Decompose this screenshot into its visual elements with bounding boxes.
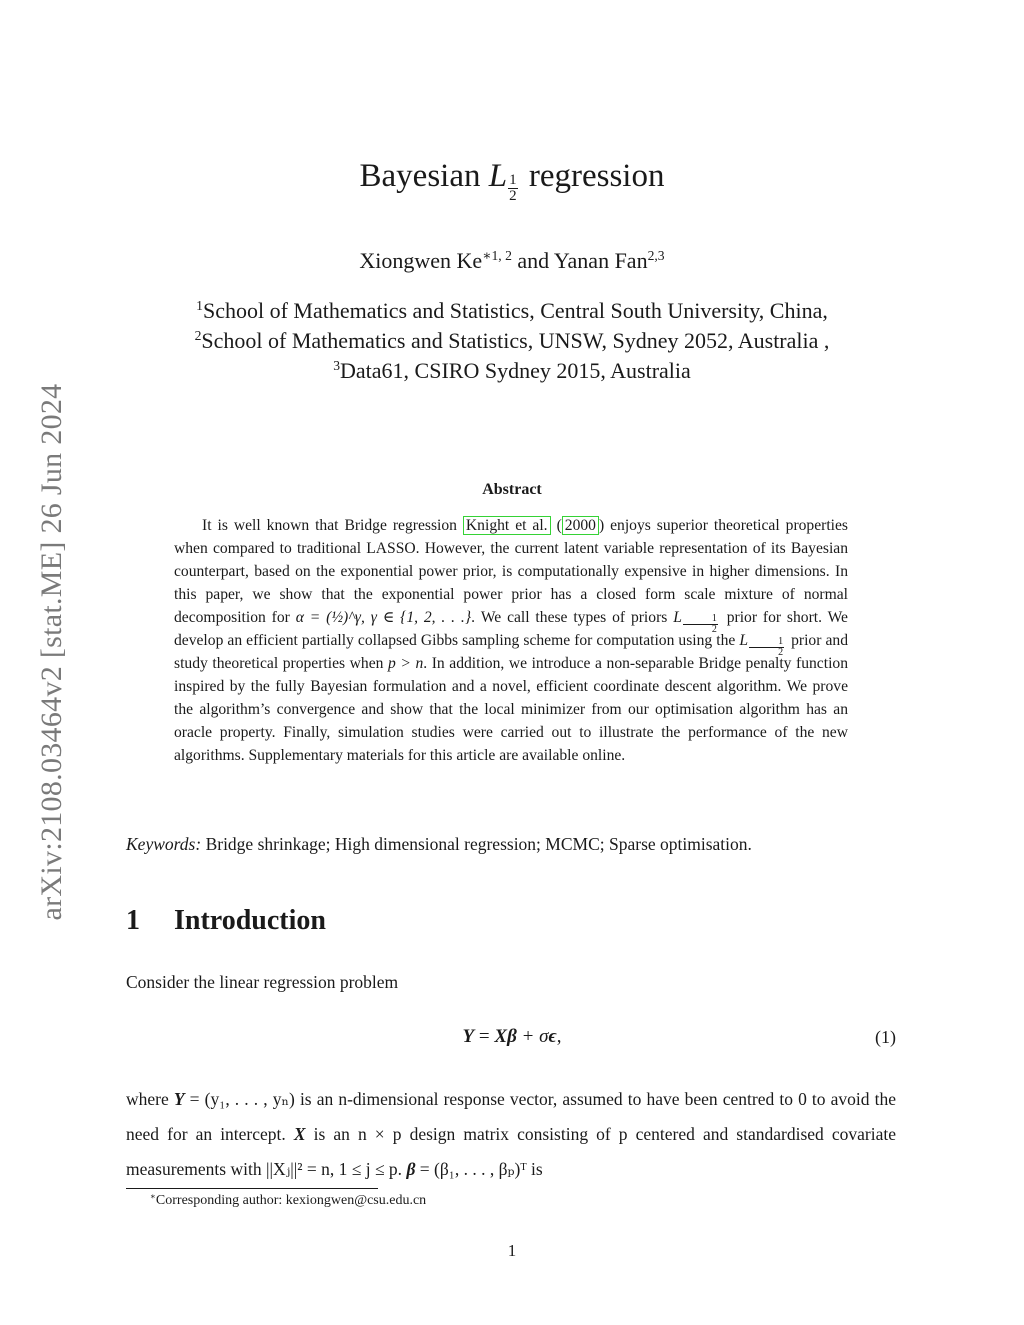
equation-number: (1) [875,1027,896,1047]
footnote [150,1190,427,1209]
eq-epsilon: ϵ [548,1026,557,1047]
prior-symbol: L [739,632,749,649]
section-number: 1 [126,905,140,936]
eq-lhs: Y [462,1026,475,1047]
para-text: is an n × p design matrix consisting of p centered and standardised covariate measurements with ||Xⱼ||² = n, 1 ≤ j ≤ p. [126,1124,896,1179]
frac-num: 1 [749,637,784,648]
title-fraction [508,173,518,204]
para-text: = (y₁, . . . , yₙ) is an n-dimensional response vector, assumed to have been centred to 0 to avoid the need for an intercept. [126,1089,896,1144]
para-text: where [126,1089,174,1109]
footnote-text: Corresponding author: kexiongwen@csu.edu.cn [155,1193,427,1208]
abstract-text: . We call these types of priors [471,609,674,626]
footnote-mark: ∗ [150,1190,156,1201]
frac-den: 2 [778,646,784,658]
footnote-rule [126,1188,378,1189]
keywords-label: Keywords: [126,834,202,854]
affiliation-text: Data61, CSIRO Sydney 2015, Australia [340,358,691,383]
abstract-text: prior and study theoretical properties when [174,632,848,672]
prior-fraction [749,637,784,658]
title-prefix: Bayesian [359,158,481,194]
paper-title [0,158,1024,204]
author-2-marks: 2,3 [647,247,665,263]
alpha-expression: α = (½)^γ, γ ∈ {1, 2, . . .} [295,609,472,626]
eq-tail: , [556,1026,562,1047]
keywords [126,834,752,855]
abstract-text: It is well known that Bridge regression [202,517,463,534]
para-Y: Y [173,1089,185,1109]
title-frac-num: 1 [509,171,517,188]
citation-link-year[interactable]: 2000 [562,516,599,535]
title-symbol: L [488,158,508,194]
p-gt-n: p > n [388,655,424,672]
para-text: = (β₁, . . . , βₚ)ᵀ is [415,1159,543,1179]
author-1: Xiongwen Ke [359,248,483,273]
para-X: X [293,1124,306,1144]
eq-beta: β [507,1026,517,1047]
affiliation-mark: 2 [194,327,202,343]
affiliation-mark: 1 [196,297,203,313]
para-beta: β [406,1159,416,1179]
prior-symbol: L [673,609,682,626]
eq-sigma: + σ [516,1026,549,1047]
abstract-heading: Abstract [482,481,542,498]
citation-link-knight[interactable]: Knight et al. [463,516,551,535]
affiliation-mark: 3 [333,357,341,373]
title-frac-den: 2 [509,187,517,204]
abstract-text: enjoys superior theoretical properties when compared to traditional LASSO. However, the current latent variable representation of its Bayesian counterpart, based on the exponential power prior, is computationally expensive in higher dimensions. In this paper, we show that the exponential power prior has a closed form scale mixture of normal decomposition for [174,517,848,626]
intro-paragraph [126,1082,896,1187]
page-number: 1 [507,1241,517,1260]
abstract-body: It is well known that Bridge regression Knight et al. ( 2000 ) enjoys superior theoretical properties when compared to traditional LASSO. However, the current latent variable representation of its Bayesian counterpart, based on the exponential power prior, is computationally expensive in higher dimensions. In this paper, we show that the exponential power prior has a closed form scale mixture of normal decomposition for α = (½)^γ, γ ∈ {1, 2, . . .}. We call these types of priors L $\frac{1}{2}$ prior for short. We develop an efficient partially collapsed Gibbs sampling scheme for computation using the L $\frac{1}{2}$ prior and study theoretical properties when p > n. In addition, we introduce a non-separable Bridge penalty function inspired by the fully Bayesian formulation and a novel, efficient coordinate descent algorithm. We prove the algorithm’s convergence and show that the local minimizer from our optimisation algorithm has an oracle property. Finally, simulation studies were carried out to illustrate the performance of the new algorithms. Supplementary materials for this article are available online. [174,517,848,764]
title-suffix: regression [528,158,665,194]
affiliation-3 [0,358,1024,384]
abstract-text: . In addition, we introduce a non-separable Bridge penalty function inspired by the fully Bayesian formulation and a novel, efficient coordinate descent algorithm. We prove the algorithm’s convergence and show that the local minimizer from our optimisation algorithm has an oracle property. Finally, simulation studies were carried out to illustrate the performance of the new algorithms. Supplementary materials for this article are available online. [174,655,848,764]
section-title: Introduction [174,905,326,936]
affiliation-1 [0,298,1024,324]
affiliation-text: School of Mathematics and Statistics, Central South University, China, [202,298,828,323]
author-1-marks: ∗1, 2 [482,247,512,263]
section-heading [126,905,326,937]
frac-den: 2 [711,623,717,635]
prior-fraction [683,614,718,635]
authors [0,248,1024,274]
abstract-text: prior for short. We develop an efficient partially collapsed Gibbs sampling scheme for computation using the [174,609,848,649]
arxiv-identifier-stamp: arXiv:2108.03464v2 [stat.ME] 26 Jun 2024 [35,383,68,921]
author-2: and Yanan Fan [517,248,648,273]
affiliation-2 [0,328,1024,354]
equation-1: Y = Xβ + σϵ, [462,1026,562,1047]
frac-num: 1 [683,614,718,625]
affiliation-text: School of Mathematics and Statistics, UNSW, Sydney 2052, Australia , [201,328,830,353]
eq-x: X [494,1026,508,1047]
intro-sentence: Consider the linear regression problem [126,972,399,992]
keywords-text: Bridge shrinkage; High dimensional regression; MCMC; Sparse optimisation. [205,834,752,854]
